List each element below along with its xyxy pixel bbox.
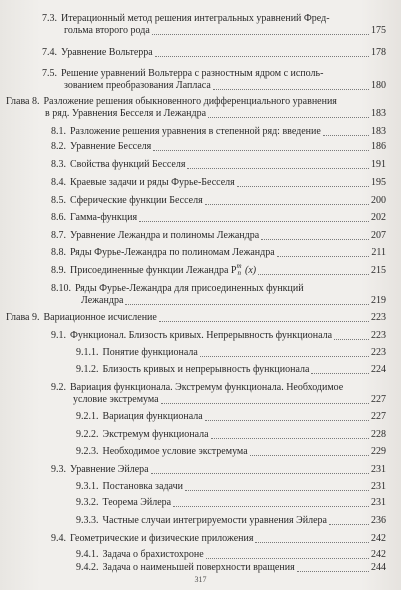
toc-leader-dots bbox=[277, 256, 370, 257]
toc-page-number: 183 bbox=[371, 108, 386, 119]
toc-number: 9.1.2. bbox=[76, 364, 99, 375]
toc-entry-9-2 bbox=[51, 382, 386, 406]
toc-number: 7.3. bbox=[42, 13, 57, 24]
toc-leader-dots bbox=[200, 356, 369, 357]
toc-title: Присоединенные функции Лежандра Pmn (x) bbox=[70, 262, 257, 277]
toc-number: 9.2.2. bbox=[76, 429, 99, 440]
toc-entry-9-1 bbox=[51, 330, 386, 342]
toc-leader-dots bbox=[311, 373, 369, 374]
toc-page-number: 223 bbox=[371, 312, 386, 323]
toc-title: Частные случаи интегрируемости уравнения Эйлера bbox=[102, 515, 327, 526]
toc-number: 9.2.1. bbox=[76, 411, 99, 422]
toc-title-line2: условие экстремума bbox=[73, 394, 159, 405]
toc-entry-8-9 bbox=[51, 262, 386, 277]
toc-number: 8.6. bbox=[51, 212, 66, 223]
toc-title-line2: гольма второго рода bbox=[64, 25, 150, 36]
toc-entry-9-3-2 bbox=[76, 497, 386, 509]
toc-leader-dots bbox=[155, 56, 369, 57]
toc-title: Уравнение Вольтерра bbox=[61, 47, 153, 58]
toc-entry-9-1-2 bbox=[76, 364, 386, 376]
toc-leader-dots bbox=[185, 490, 369, 491]
toc-leader-dots bbox=[206, 558, 369, 559]
toc-entry-9-3 bbox=[51, 464, 386, 476]
toc-title: Уравнение Бесселя bbox=[70, 141, 152, 152]
toc-leader-dots bbox=[211, 438, 369, 439]
toc-page-number: 195 bbox=[371, 177, 386, 188]
toc-page-number: 183 bbox=[371, 126, 386, 137]
toc-title: Гамма-функция bbox=[70, 212, 138, 223]
page-footer-number: 317 bbox=[194, 575, 207, 584]
toc-number: 8.10. bbox=[51, 283, 71, 294]
toc-title: Краевые задачи и ряды Фурье-Бесселя bbox=[70, 177, 235, 188]
toc-number: 9.4.2. bbox=[76, 562, 99, 573]
toc-title: Уравнение Эйлера bbox=[70, 464, 149, 475]
toc-number: 8.3. bbox=[51, 159, 66, 170]
toc-title-line1: Ряды Фурье-Лежандра для присоединенных функций bbox=[75, 283, 304, 294]
toc-entry-8-1 bbox=[51, 126, 386, 138]
toc-title: Ряды Фурье-Лежандра по полиномам Лежандра bbox=[70, 247, 275, 258]
toc-leader-dots bbox=[208, 117, 369, 118]
toc-leader-dots bbox=[334, 339, 369, 340]
toc-page-number: 223 bbox=[371, 347, 386, 358]
toc-title: Понятие функционала bbox=[102, 347, 198, 358]
toc-entry-8-8 bbox=[51, 247, 386, 259]
toc-page-number: 231 bbox=[371, 464, 386, 475]
toc-number: 7.4. bbox=[42, 47, 57, 58]
toc-page-number: 224 bbox=[371, 364, 386, 375]
toc-number: 9.3.3. bbox=[76, 515, 99, 526]
toc-title: Уравнение Лежандра и полиномы Лежандра bbox=[70, 230, 260, 241]
toc-entry-9-2-3 bbox=[76, 446, 386, 458]
toc-leader-dots bbox=[329, 524, 369, 525]
toc-leader-dots bbox=[323, 135, 369, 136]
toc-leader-dots bbox=[159, 321, 369, 322]
toc-chapter-title-line1: Разложение решения обыкновенного дифференциального уравнения bbox=[43, 96, 337, 107]
toc-title: Функционал. Близость кривых. Непрерывность функционала bbox=[70, 330, 333, 341]
toc-number: 9.1.1. bbox=[76, 347, 99, 358]
toc-title: Свойства функций Бесселя bbox=[70, 159, 186, 170]
toc-page-number: 191 bbox=[371, 159, 386, 170]
toc-page-number: 242 bbox=[371, 549, 386, 560]
toc-page-number: 207 bbox=[371, 230, 386, 241]
toc-title: Теорема Эйлера bbox=[102, 497, 172, 508]
toc-leader-dots bbox=[297, 571, 369, 572]
toc-title: Постановка задачи bbox=[102, 481, 183, 492]
toc-entry-8-4 bbox=[51, 177, 386, 189]
toc-number: 9.2.3. bbox=[76, 446, 99, 457]
toc-title: Экстремум функционала bbox=[102, 429, 209, 440]
toc-number: 8.1. bbox=[51, 126, 66, 137]
toc-leader-dots bbox=[250, 455, 369, 456]
toc-page-number: 228 bbox=[371, 429, 386, 440]
toc-title-line1: Итерационный метод решения интегральных уравнений Фред- bbox=[61, 13, 330, 24]
toc-leader-dots bbox=[187, 168, 369, 169]
toc-number: 9.1. bbox=[51, 330, 66, 341]
toc-chapter-number: Глава 8. bbox=[6, 96, 40, 107]
toc-entry-8-10 bbox=[51, 283, 386, 307]
toc-page-number: 231 bbox=[371, 497, 386, 508]
title-tail: (x) bbox=[245, 265, 257, 276]
toc-title: Близость кривых и непрерывность функционала bbox=[102, 364, 310, 375]
toc-number: 8.4. bbox=[51, 177, 66, 188]
toc-entry-9-4-2 bbox=[76, 562, 386, 574]
toc-page-number: 242 bbox=[371, 533, 386, 544]
toc-chapter-9 bbox=[6, 312, 386, 324]
toc-page-number: 236 bbox=[371, 515, 386, 526]
toc-entry-8-5 bbox=[51, 195, 386, 207]
toc-leader-dots bbox=[255, 542, 369, 543]
toc-page-number: 223 bbox=[371, 330, 386, 341]
toc-chapter-title-line2: в ряд. Уравнения Бесселя и Лежандра bbox=[45, 108, 207, 119]
superscript-m: m bbox=[236, 262, 242, 270]
toc-leader-dots bbox=[173, 506, 369, 507]
toc-number: 8.5. bbox=[51, 195, 66, 206]
toc-entry-8-7 bbox=[51, 230, 386, 242]
toc-entry-9-2-1 bbox=[76, 411, 386, 423]
toc-page-number: 186 bbox=[371, 141, 386, 152]
toc-entry-9-4 bbox=[51, 533, 386, 545]
toc-title-line1: Решение уравнений Вольтерра с разностным ядром с исполь- bbox=[61, 68, 324, 79]
toc-page-number: 219 bbox=[371, 295, 386, 306]
toc-page-number: 244 bbox=[371, 562, 386, 573]
toc-page-number: 215 bbox=[371, 265, 386, 276]
toc-page-number: 202 bbox=[371, 212, 386, 223]
toc-leader-dots bbox=[161, 403, 369, 404]
toc-leader-dots bbox=[151, 473, 369, 474]
toc-title: Необходимое условие экстремума bbox=[102, 446, 248, 457]
toc-number: 8.9. bbox=[51, 265, 66, 276]
toc-number: 7.5. bbox=[42, 68, 57, 79]
toc-page-number: 180 bbox=[371, 80, 386, 91]
toc-title-line2: зованием преобразования Лапласа bbox=[64, 80, 211, 91]
toc-title: Сферические функции Бесселя bbox=[70, 195, 203, 206]
toc-page-number: 231 bbox=[371, 481, 386, 492]
toc-entry-7-4 bbox=[42, 47, 386, 59]
toc-page-number: 175 bbox=[371, 25, 386, 36]
toc-number: 8.7. bbox=[51, 230, 66, 241]
toc-leader-dots bbox=[205, 204, 369, 205]
toc-number: 8.8. bbox=[51, 247, 66, 258]
toc-entry-9-4-1 bbox=[76, 549, 386, 561]
toc-title-line2: Лежандра bbox=[81, 295, 124, 306]
toc-number: 8.2. bbox=[51, 141, 66, 152]
toc-page-number: 227 bbox=[371, 411, 386, 422]
toc-entry-8-6 bbox=[51, 212, 386, 224]
toc-number: 9.4. bbox=[51, 533, 66, 544]
toc-page-number: 229 bbox=[371, 446, 386, 457]
toc-leader-dots bbox=[258, 274, 369, 275]
toc-chapter-8 bbox=[6, 96, 386, 120]
toc-number: 9.3.1. bbox=[76, 481, 99, 492]
toc-number: 9.3.2. bbox=[76, 497, 99, 508]
toc-page-number: 200 bbox=[371, 195, 386, 206]
toc-leader-dots bbox=[261, 239, 369, 240]
toc-chapter-number: Глава 9. bbox=[6, 312, 40, 323]
toc-leader-dots bbox=[153, 150, 369, 151]
toc-title: Геометрические и физические приложения bbox=[70, 533, 254, 544]
toc-entry-7-5 bbox=[42, 68, 386, 92]
toc-page-number: 211 bbox=[371, 247, 386, 258]
toc-title: Вариация функционала bbox=[102, 411, 203, 422]
toc-number: 9.2. bbox=[51, 382, 66, 393]
toc-leader-dots bbox=[237, 186, 369, 187]
toc-leader-dots bbox=[125, 304, 369, 305]
toc-title: Задача о наименьшей поверхности вращения bbox=[102, 562, 295, 573]
subscript-n: n bbox=[237, 269, 242, 277]
toc-title-line1: Вариация функционала. Экстремум функционала. Необходимое bbox=[70, 382, 344, 393]
toc-entry-8-3 bbox=[51, 159, 386, 171]
toc-entry-9-3-1 bbox=[76, 481, 386, 493]
toc-page-number: 178 bbox=[371, 47, 386, 58]
toc-entry-9-3-3 bbox=[76, 515, 386, 527]
toc-leader-dots bbox=[213, 89, 369, 90]
toc-entry-8-2 bbox=[51, 141, 386, 153]
toc-leader-dots bbox=[139, 221, 369, 222]
toc-entry-9-1-1 bbox=[76, 347, 386, 359]
toc-number: 9.3. bbox=[51, 464, 66, 475]
toc-title: Задача о брахистохроне bbox=[102, 549, 204, 560]
toc-leader-dots bbox=[205, 420, 369, 421]
toc-chapter-title: Вариационное исчисление bbox=[43, 312, 157, 323]
toc-entry-9-2-2 bbox=[76, 429, 386, 441]
toc-number: 9.4.1. bbox=[76, 549, 99, 560]
toc-page-number: 227 bbox=[371, 394, 386, 405]
toc-entry-7-3 bbox=[42, 13, 386, 37]
toc-title: Разложение решения уравнения в степенной ряд: введение bbox=[70, 126, 321, 137]
toc-leader-dots bbox=[152, 34, 369, 35]
